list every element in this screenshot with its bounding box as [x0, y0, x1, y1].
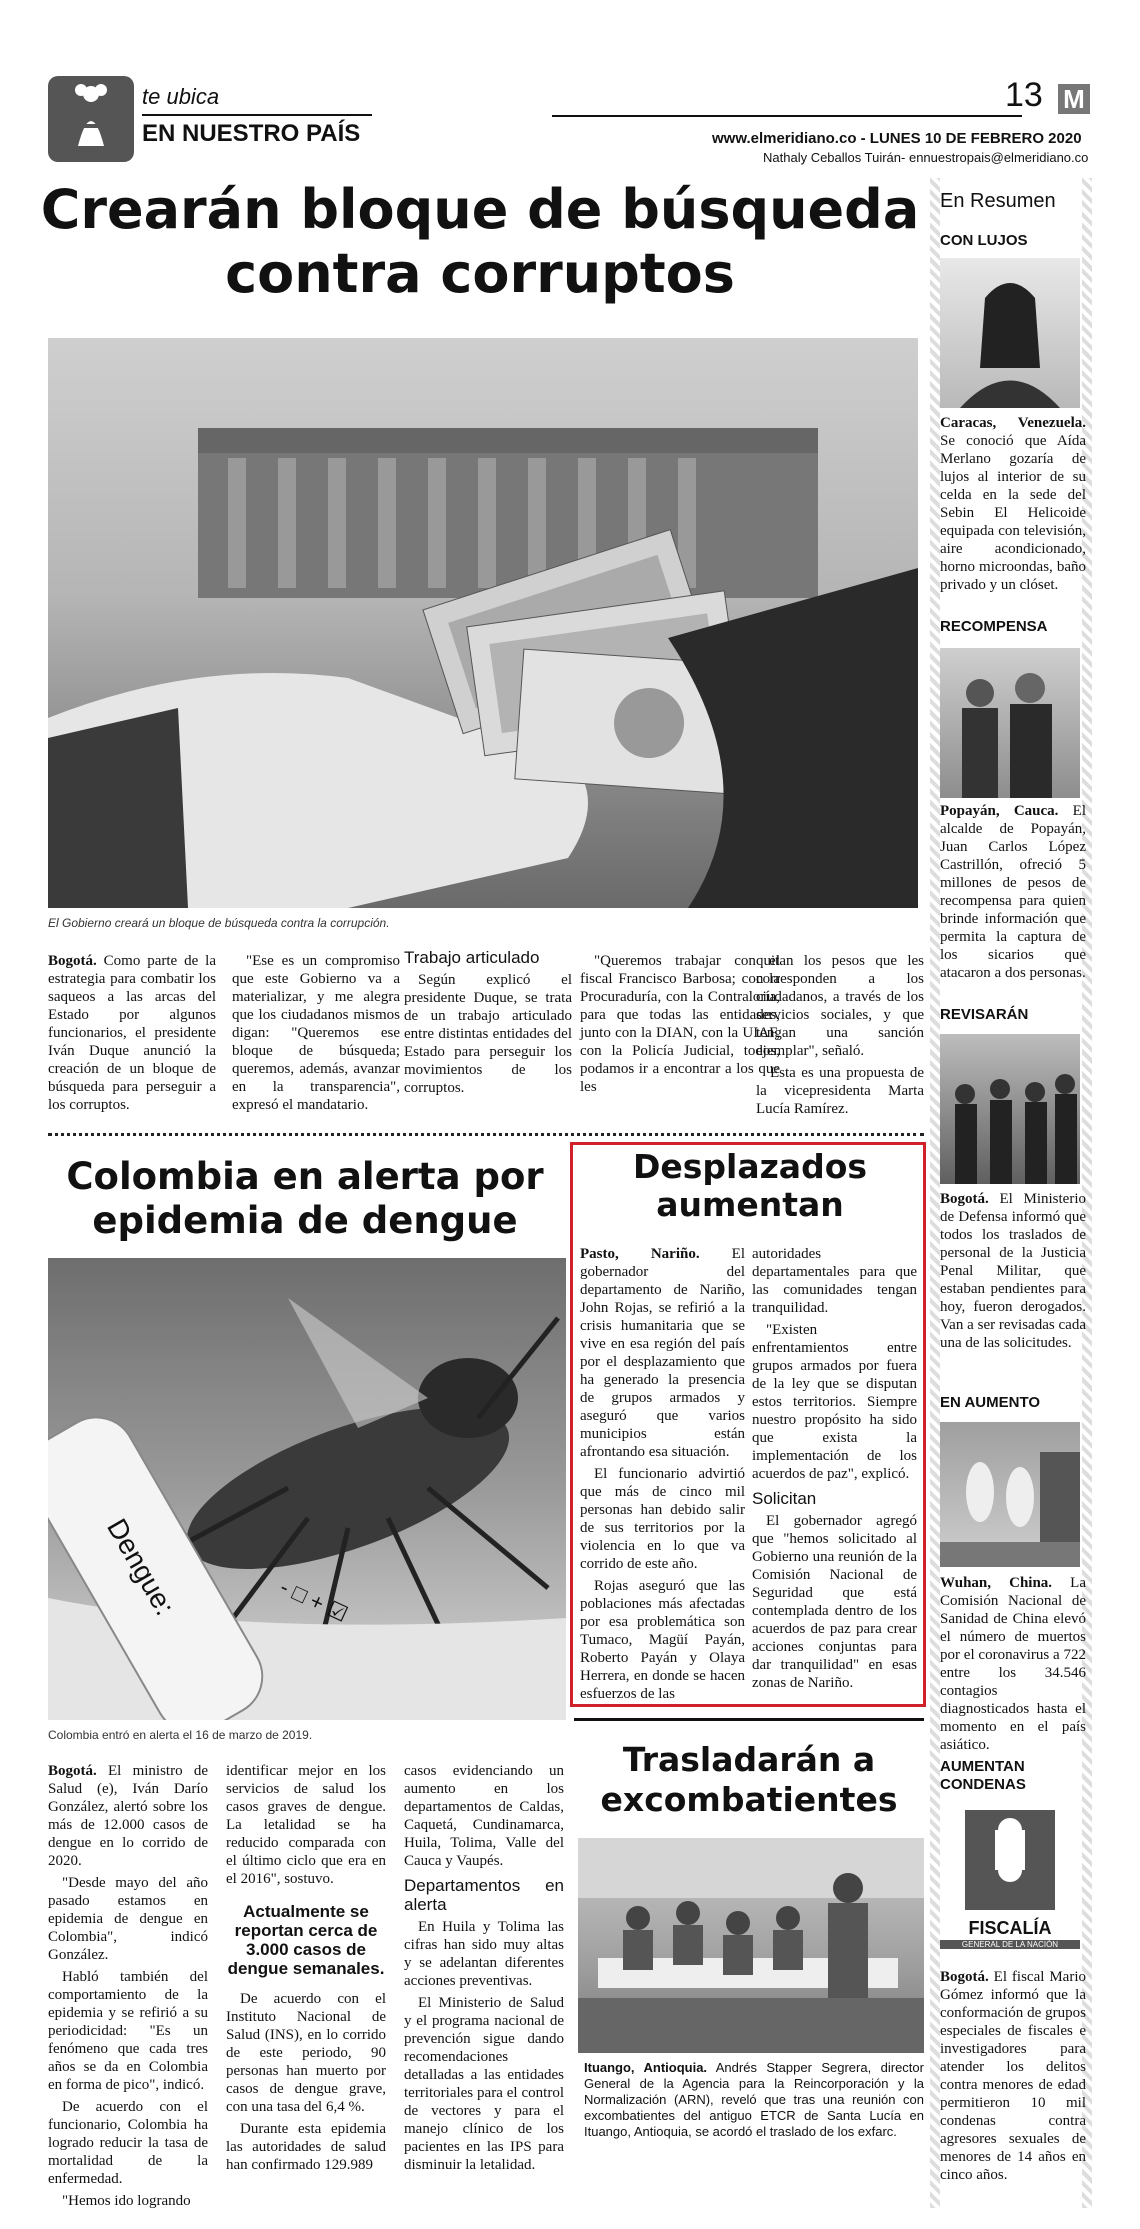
- main-col-4: [580, 952, 780, 1100]
- displaced-col1-p2: El funcionario advirtió que más de cinco mil personas han debido salir de sus territorios por la violencia en lo que va corrido de este año.: [580, 1466, 745, 1572]
- dengue-photo-caption: Colombia entró en alerta el 16 de marzo de 2019.: [48, 1728, 313, 1742]
- main-col3-text: Según explicó el presidente Duque, se trata de un trabajo articulado entre distintas entidades del Estado para perseguir los movimientos de los corruptos.: [404, 972, 572, 1096]
- excombatientes-caption-body: Andrés Stapper Segrera, director General de la Agencia para la Reincorporación y la Normalización (ARN), reveló que tras una reunión con excombatientes del antiguo ETCR de Santa Lucía en Ituango, Antioquia, se acordó el traslado de los exfarc.: [584, 2060, 924, 2139]
- antioquia-figure-icon: [48, 76, 134, 162]
- sidebar-text-1: [940, 414, 1086, 594]
- dengue-col2-p3: Durante esta epidemia las autoridades de salud han confirmado 129.989: [226, 2121, 386, 2173]
- main-col3-subhead: Trabajo articulado: [404, 948, 540, 967]
- sidebar-lead-4: Wuhan, China.: [940, 1575, 1053, 1591]
- dengue-photo: [48, 1258, 566, 1720]
- dengue-col3-p1: casos evidenciando un aumento en los departamentos de Caldas, Caquetá, Cundinamarca, Huila, Tolima, Valle del Cauca y Vaupés.: [404, 1763, 564, 1869]
- sidebar-body-1: Se conoció que Aída Merlano gozaría de lujos al interior de su celda en la sede del Sebin El Helicoide equipada con televisión, aire acondicionado, horno microondas, baño privado y un clóset.: [940, 433, 1086, 593]
- sidebar-photo-4: [940, 1422, 1080, 1567]
- main-col4-text: "Queremos trabajar con el fiscal Francisco Barbosa; con la Procuraduría, con la Contraloría, para que todas las entidades, junto con la DIAN, con la UIAF, con la Policía Judicial, todos, podamos ir a encontrar a los que les: [580, 953, 780, 1095]
- dengue-col3-subhead: Departamentos en alerta: [404, 1876, 564, 1914]
- dengue-col-2: [226, 1762, 386, 2178]
- sidebar-lead-2: Popayán, Cauca.: [940, 803, 1059, 819]
- fiscalia-puzzle-icon: [940, 1800, 1080, 1920]
- section-big-label: EN NUESTRO PAÍS: [142, 120, 361, 147]
- main-headline: Crearán bloque de búsqueda contra corruptos: [40, 178, 920, 305]
- displaced-col1-p3: Rojas aseguró que las poblaciones más afectadas por esa problemática son Tumaco, Magüí Payán, Roberto Payán y Olaya Herrera, en donde se hacen esfuerzos de las: [580, 1578, 745, 1702]
- dengue-col2-p1: identificar mejor en los servicios de salud los casos graves de dengue. La letalidad se ha reducido comparada con el último ciclo que era en el 2016", sostuvo.: [226, 1763, 386, 1887]
- main-col2-text: "Ese es un compromiso que este Gobierno va a materializar, y me alegra que los ciudadanos mismos digan: "Queremos ese bloque de búsqueda; queremos, además, avanzar en la transparencia", expresó el mandatario.: [232, 953, 400, 1113]
- main-col1-lead: Bogotá.: [48, 953, 97, 969]
- sidebar-body-4: La Comisión Nacional de Sanidad de China elevó el número de muertos por el coronavirus a 722 entre los 34.546 contagios diagnosticados hasta el momento en el país asiático.: [940, 1575, 1086, 1753]
- dengue-col-1: [48, 1762, 208, 2214]
- fiscalia-logo: [940, 1800, 1080, 1960]
- section-small-label: te ubica: [142, 84, 220, 109]
- sidebar-heading-5: AUMENTAN CONDENAS: [940, 1758, 1026, 1793]
- sidebar-photo-3: [940, 1034, 1080, 1184]
- dengue-col1-body: El ministro de Salud (e), Iván Darío González, alertó sobre los más de 12.000 casos de dengue en lo corrido de 2020.: [48, 1763, 208, 1869]
- dengue-col1-p2: "Desde mayo del año pasado estamos en epidemia de dengue en Colombia", indicó González.: [48, 1875, 208, 1963]
- displaced-headline: Desplazados aumentan: [632, 1147, 868, 1224]
- sidebar-lead-3: Bogotá.: [940, 1191, 989, 1207]
- main-col5-text-a: quitan los pesos que les corresponden a los ciudadanos, a través de los servicios sociales, y que tengan una sanción ejemplar", señaló.: [756, 953, 924, 1059]
- dengue-col2-p2: De acuerdo con el Instituto Nacional de Salud (INS), en lo corrido de este periodo, 90 personas han muerto por casos de dengue grave, con una tasa del 6,4 %.: [226, 1991, 386, 2115]
- sidebar-text-3: [940, 1190, 1086, 1352]
- excombatientes-caption-lead: Ituango, Antioquia.: [584, 2060, 708, 2075]
- dengue-col-3: [404, 1762, 564, 2178]
- sidebar-lead-1: Caracas, Venezuela.: [940, 415, 1086, 431]
- displaced-col-1: [580, 1245, 745, 1707]
- sidebar-heading-2: RECOMPENSA: [940, 618, 1048, 635]
- sidebar-photo-1: [940, 258, 1080, 408]
- dengue-headline: Colombia en alerta por epidemia de dengue: [66, 1155, 544, 1242]
- excombatientes-headline: Trasladarán a excombatientes: [600, 1740, 898, 1819]
- sidebar-text-5: [940, 1968, 1086, 2184]
- sidebar-heading-1: CON LUJOS: [940, 232, 1028, 249]
- excombatientes-caption: [584, 2060, 924, 2140]
- sidebar-heading-3: REVISARÁN: [940, 1006, 1029, 1023]
- displaced-col2-p1: autoridades departamentales para que las comunidades tengan tranquilidad.: [752, 1246, 917, 1316]
- author-line: Nathaly Ceballos Tuirán- ennuestropais@elmeridiano.co: [763, 150, 1089, 165]
- displaced-col1-lead: Pasto, Nariño.: [580, 1246, 700, 1262]
- main-col-1: [48, 952, 216, 1118]
- displaced-col2-p2: "Existen enfrentamientos entre grupos armados por fuera de la ley que se disputan estos territorios. Siempre nuestro propósito ha sido que exista la implementación de los acuerdos de paz", explicó.: [752, 1322, 917, 1482]
- sidebar-body-3: El Ministerio de Defensa informó que todos los traslados de personal de la Justicia Penal Militar, que estaban pendientes para hoy, fueron derogados. Van a ser revisadas cada una de las solicitudes.: [940, 1191, 1087, 1351]
- main-col5-text-b: Esta es una propuesta de la vicepresidenta Marta Lucía Ramírez.: [756, 1065, 924, 1117]
- displaced-col2-subhead: Solicitan: [752, 1489, 817, 1508]
- sidebar-photo-2: [940, 648, 1080, 798]
- dengue-col1-p4: De acuerdo con el funcionario, Colombia ha logrado reducir la tasa de mortalidad de la enfermedad.: [48, 2099, 208, 2187]
- dengue-col1-lead: Bogotá.: [48, 1763, 97, 1779]
- sidebar-body-2: El alcalde de Popayán, Juan Carlos López Castrillón, ofreció 5 millones de pesos de recompensa para quien brinde información que permita la captura de los sicarios que atacaron a dos personas.: [940, 803, 1086, 981]
- brand-logo: [1058, 84, 1090, 114]
- section-logo-box: [48, 76, 134, 162]
- dengue-col1-p5: "Hemos ido logrando: [62, 2193, 191, 2209]
- main-photo-caption: El Gobierno creará un bloque de búsqueda contra la corrupción.: [48, 916, 390, 930]
- fiscalia-logo-text: FISCALÍA: [968, 1918, 1052, 1938]
- sidebar-heading-4: EN AUMENTO: [940, 1394, 1041, 1411]
- test-tube-label: Dengue:: [101, 1513, 181, 1621]
- sidebar-text-4: [940, 1574, 1086, 1754]
- dengue-col1-p3: Habló también del comportamiento de la epidemia y se refirió a su periodicidad: "Es un fenómeno que cada tres años se da en Colombia en forma de pico", indicó.: [48, 1969, 208, 2093]
- main-col1-body: Como parte de la estrategia para combatir los saqueos a las arcas del Estado por algunos funcionarios, el presidente Iván Duque anunció la creación de un bloque de búsqueda para perseguir a los corruptos.: [48, 953, 216, 1113]
- displaced-col1-body: El gobernador del departamento de Nariño, John Rojas, se refirió a la crisis humanitaria que se vive en esa región del país por el desplazamiento que ha generado la presencia de grupos armados y aseguró que varios municipios están afrontando esa situación.: [580, 1246, 745, 1460]
- page-number: 13: [1005, 76, 1043, 114]
- sidebar-border-left: [930, 178, 940, 2208]
- main-photo: [48, 338, 918, 908]
- dengue-col3-p3: El Ministerio de Salud y el programa nacional de prevención sigue dando recomendaciones detalladas a las entidades territoriales para el control de vectores y para el manejo clínico de los pacientes en las IPS para disminuir la letalidad.: [404, 1995, 564, 2173]
- fiscalia-logo-sub: GENERAL DE LA NACIÓN: [940, 1940, 1080, 1949]
- displaced-col2-p3: El gobernador agregó que "hemos solicitado al Gobierno una reunión de la Comisión Nacional de Seguridad que está contemplada dentro de los acuerdos de paz para crear acciones conjuntas para dar tranquilidad" en esas zonas de Nariño.: [752, 1513, 917, 1691]
- test-tube-marks: - □ + ☑: [276, 1574, 352, 1627]
- sidebar-title: En Resumen: [940, 190, 1056, 212]
- displaced-col-2: [752, 1245, 917, 1696]
- site-date: www.elmeridiano.co - LUNES 10 DE FEBRERO 2020: [712, 130, 1082, 147]
- sidebar-text-2: [940, 802, 1086, 982]
- sidebar-body-5: El fiscal Mario Gómez informó que la conformación de grupos especiales de fiscales e investigadores para atender los delitos contra menores de edad permitieron 10 mil condenas contra agresores sexuales de menores de 14 años en cinco años.: [940, 1969, 1086, 2183]
- dengue-col3-p2: En Huila y Tolima las cifras han sido muy altas y se adelantan diferentes acciones preventivas.: [404, 1919, 564, 1989]
- brand-logo-letter: M: [1063, 84, 1085, 114]
- main-col-5: [756, 952, 924, 1122]
- section-divider: [48, 1133, 924, 1136]
- dengue-highlight: Actualmente se reportan cerca de 3.000 casos de dengue semanales.: [227, 1902, 385, 1978]
- main-col-2: [232, 952, 400, 1118]
- sidebar-lead-5: Bogotá.: [940, 1969, 989, 1985]
- excombatientes-photo: [578, 1838, 924, 2053]
- main-col-3: [404, 948, 572, 1101]
